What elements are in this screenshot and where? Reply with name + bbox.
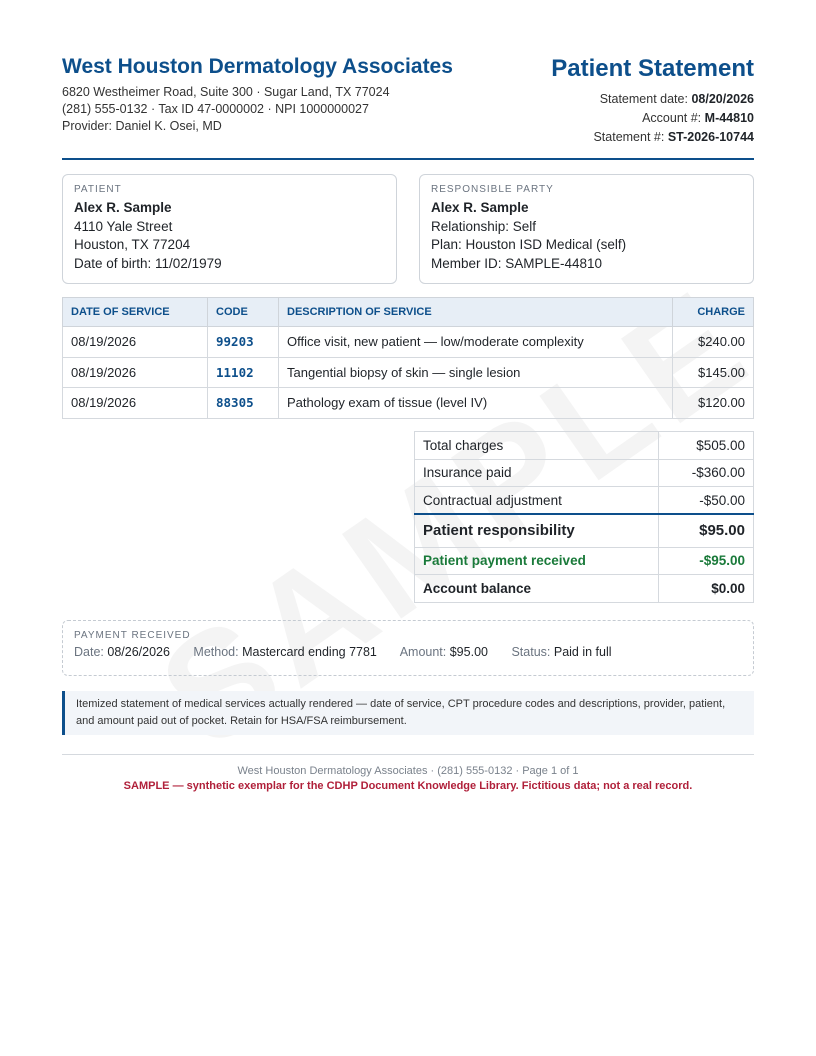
practice-contact: (281) 555-0132 · Tax ID 47-0000002 · NPI 1000000027 (62, 102, 369, 116)
itemization-note: Itemized statement of medical services actually rendered — date of service, CPT procedure codes and descriptions, provider, patient, and amount paid out of pocket. Retain for HSA/FSA reimbursement. (62, 691, 754, 735)
col-date-header: DATE OF SERVICE (63, 298, 208, 327)
patient-box (62, 174, 397, 284)
table-row (63, 357, 754, 388)
patient-responsibility-label: Patient responsibility (415, 514, 659, 547)
service-date: 08/19/2026 (63, 388, 208, 419)
service-description: Office visit, new patient — low/moderate complexity (279, 327, 673, 358)
table-row (63, 327, 754, 358)
total-charges-label: Total charges (415, 432, 659, 460)
patient-label: PATIENT (74, 184, 122, 195)
adjustment-row (415, 487, 754, 515)
col-description-header: DESCRIPTION OF SERVICE (279, 298, 673, 327)
responsible-party-relationship: Relationship: Self (431, 218, 537, 234)
payment-received-value: -$95.00 (659, 547, 754, 575)
service-charge: $145.00 (673, 357, 754, 388)
statement-date-label: Statement date: (599, 92, 688, 106)
insurance-paid-label: Insurance paid (415, 459, 659, 487)
services-table (62, 297, 754, 419)
responsible-party-box (419, 174, 754, 284)
statement-header (62, 0, 754, 160)
payment-received-row (415, 547, 754, 575)
service-description: Pathology exam of tissue (level IV) (279, 388, 673, 419)
payment-status (511, 645, 611, 659)
footer-contact: West Houston Dermatology Associates · (281) 555-0132 · Page 1 of 1 (237, 765, 579, 777)
account-balance-value: $0.00 (659, 575, 754, 603)
patient-street: 4110 Yale Street (74, 218, 173, 234)
statement-date-value: 08/20/2026 (691, 92, 754, 106)
total-charges-row (415, 432, 754, 460)
adjustment-label: Contractual adjustment (415, 487, 659, 515)
patient-city: Houston, TX 77204 (74, 237, 191, 252)
document-title: Patient Statement (551, 55, 754, 82)
payment-received-label: Patient payment received (415, 547, 659, 575)
payment-method (193, 645, 376, 659)
payment-amount-label: Amount: (399, 645, 447, 659)
footer-sample-disclaimer: SAMPLE — synthetic exemplar for the CDHP Document Knowledge Library. Fictitious data; not a real record. (123, 780, 693, 792)
cpt-code: 99203 (208, 327, 279, 358)
cpt-code: 11102 (208, 357, 279, 388)
totals-table (414, 431, 754, 603)
cpt-code: 88305 (208, 388, 279, 419)
insurance-paid-value: -$360.00 (659, 459, 754, 487)
account-balance-row (415, 575, 754, 603)
account-number-value: M-44810 (704, 111, 754, 125)
patient-responsibility-value: $95.00 (659, 514, 754, 547)
service-date: 08/19/2026 (63, 327, 208, 358)
parties-section (62, 174, 754, 284)
payment-date-value: 08/26/2026 (107, 645, 170, 659)
service-description: Tangential biopsy of skin — single lesion (279, 357, 673, 388)
service-date: 08/19/2026 (63, 357, 208, 388)
payment-method-label: Method: (193, 645, 239, 659)
statement-number-value: ST-2026-10744 (667, 130, 754, 144)
service-charge: $240.00 (673, 327, 754, 358)
responsible-party-plan: Plan: Houston ISD Medical (self) (431, 237, 627, 252)
col-code-header: CODE (208, 298, 279, 327)
payment-details (74, 645, 742, 659)
col-charge-header: CHARGE (673, 298, 754, 327)
services-header-row (63, 298, 754, 327)
account-number-label: Account #: (642, 111, 702, 125)
statement-number-label: Statement #: (593, 130, 665, 144)
payment-status-label: Status: (511, 645, 551, 659)
practice-address: 6820 Westheimer Road, Suite 300 · Sugar Land, TX 77024 (62, 85, 390, 99)
payment-date-label: Date: (74, 645, 104, 659)
payment-received-box (62, 620, 754, 676)
payment-amount-value: $95.00 (449, 645, 488, 659)
responsible-party-member-id: Member ID: SAMPLE-44810 (431, 255, 603, 271)
statement-number (593, 130, 754, 144)
adjustment-value: -$50.00 (659, 487, 754, 515)
responsible-party-name: Alex R. Sample (431, 200, 529, 215)
total-charges-value: $505.00 (659, 432, 754, 460)
payment-method-value: Mastercard ending 7781 (242, 645, 377, 659)
footer-divider (62, 754, 754, 755)
service-charge: $120.00 (673, 388, 754, 419)
responsible-party-label: RESPONSIBLE PARTY (431, 184, 554, 195)
practice-provider: Provider: Daniel K. Osei, MD (62, 119, 222, 133)
patient-dob: Date of birth: 11/02/1979 (74, 255, 222, 271)
practice-name: West Houston Dermatology Associates (62, 55, 453, 78)
patient-responsibility-row (415, 514, 754, 547)
payment-status-value: Paid in full (553, 645, 612, 659)
payment-received-heading: PAYMENT RECEIVED (74, 630, 191, 641)
payment-date (74, 645, 170, 659)
account-number (642, 111, 754, 125)
table-row (63, 388, 754, 419)
patient-name: Alex R. Sample (74, 200, 172, 215)
account-balance-label: Account balance (415, 575, 659, 603)
payment-amount (400, 645, 488, 659)
insurance-paid-row (415, 459, 754, 487)
statement-date (600, 92, 754, 106)
statement-page (62, 0, 754, 792)
